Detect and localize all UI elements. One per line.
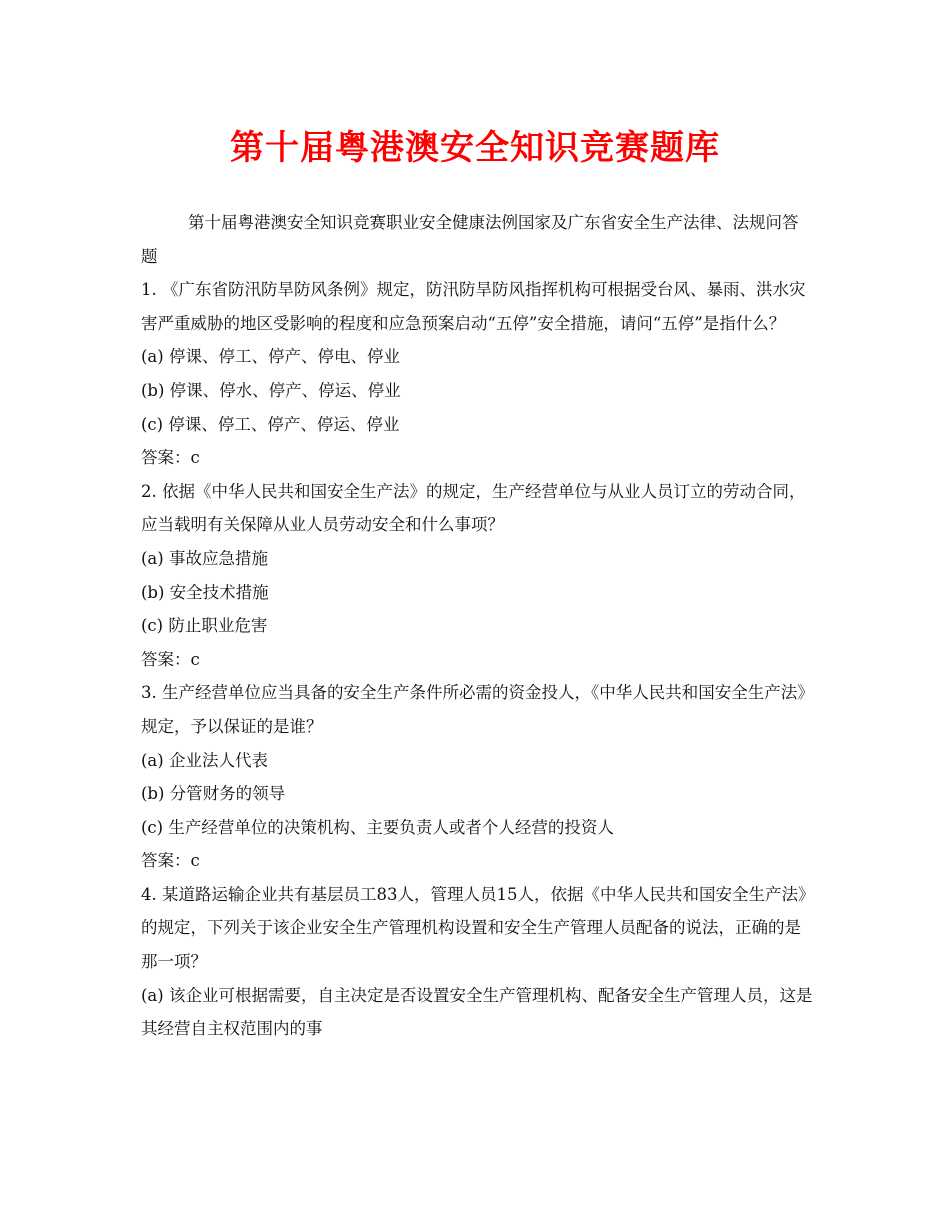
question-2-answer: 答案：c — [141, 649, 200, 669]
question-2-option-c: (c) 防止职业危害 — [141, 616, 268, 636]
question-3-answer: 答案：c — [141, 851, 200, 871]
question-3-option-b: (b) 分管财务的领导 — [141, 784, 286, 804]
question-2-option-a: (a) 事故应急措施 — [141, 548, 268, 568]
question-3-option-c: (c) 生产经营单位的决策机构、主要负责人或者个人经营的投资人 — [141, 817, 614, 837]
document-body — [141, 206, 813, 1046]
question-3: 3. 生产经营单位应当具备的安全生产条件所必需的资金投人，《中华人民共和国安全生产法》规定，予以保证的是谁？ — [141, 683, 806, 736]
question-1-option-a: (a) 停课、停工、停产、停电、停业 — [141, 347, 400, 367]
question-2: 2. 依据《中华人民共和国安全生产法》的规定，生产经营单位与从业人员订立的劳动合同，应当载明有关保障从业人员劳动安全和什么事项？ — [141, 481, 806, 535]
question-1-answer: 答案：c — [141, 448, 200, 468]
question-4-option-a: (a) 该企业可根据需要，自主决定是否设置安全生产管理机构、配备安全生产管理人员，这是其经营自主权范围内的事 — [141, 985, 813, 1039]
question-1: 1. 《广东省防汛防旱防风条例》规定，防汛防旱防风指挥机构可根据受台风、暴雨、洪水灾害严重威胁的地区受影响的程度和应急预案启动“五停”安全措施，请问“五停”是指什么？ — [141, 280, 806, 333]
question-2-option-b: (b) 安全技术措施 — [141, 582, 269, 602]
question-1-option-b: (b) 停课、停水、停产、停运、停业 — [141, 380, 401, 400]
question-4: 4. 某道路运输企业共有基层员工83人，管理人员15人，依据《中华人民共和国安全生产法》的规定，下列关于该企业安全生产管理机构设置和安全生产管理人员配备的说法，正确的是那一项？ — [141, 884, 807, 972]
question-1-option-c: (c) 停课、停工、停产、停运、停业 — [141, 414, 400, 434]
document-title: 第十届粤港澳安全知识竞赛题库 — [230, 128, 720, 168]
question-3-option-a: (a) 企业法人代表 — [141, 750, 268, 770]
intro-paragraph: 第十届粤港澳安全知识竞赛职业安全健康法例国家及广东省安全生产法律、法规问答题 — [141, 213, 799, 266]
